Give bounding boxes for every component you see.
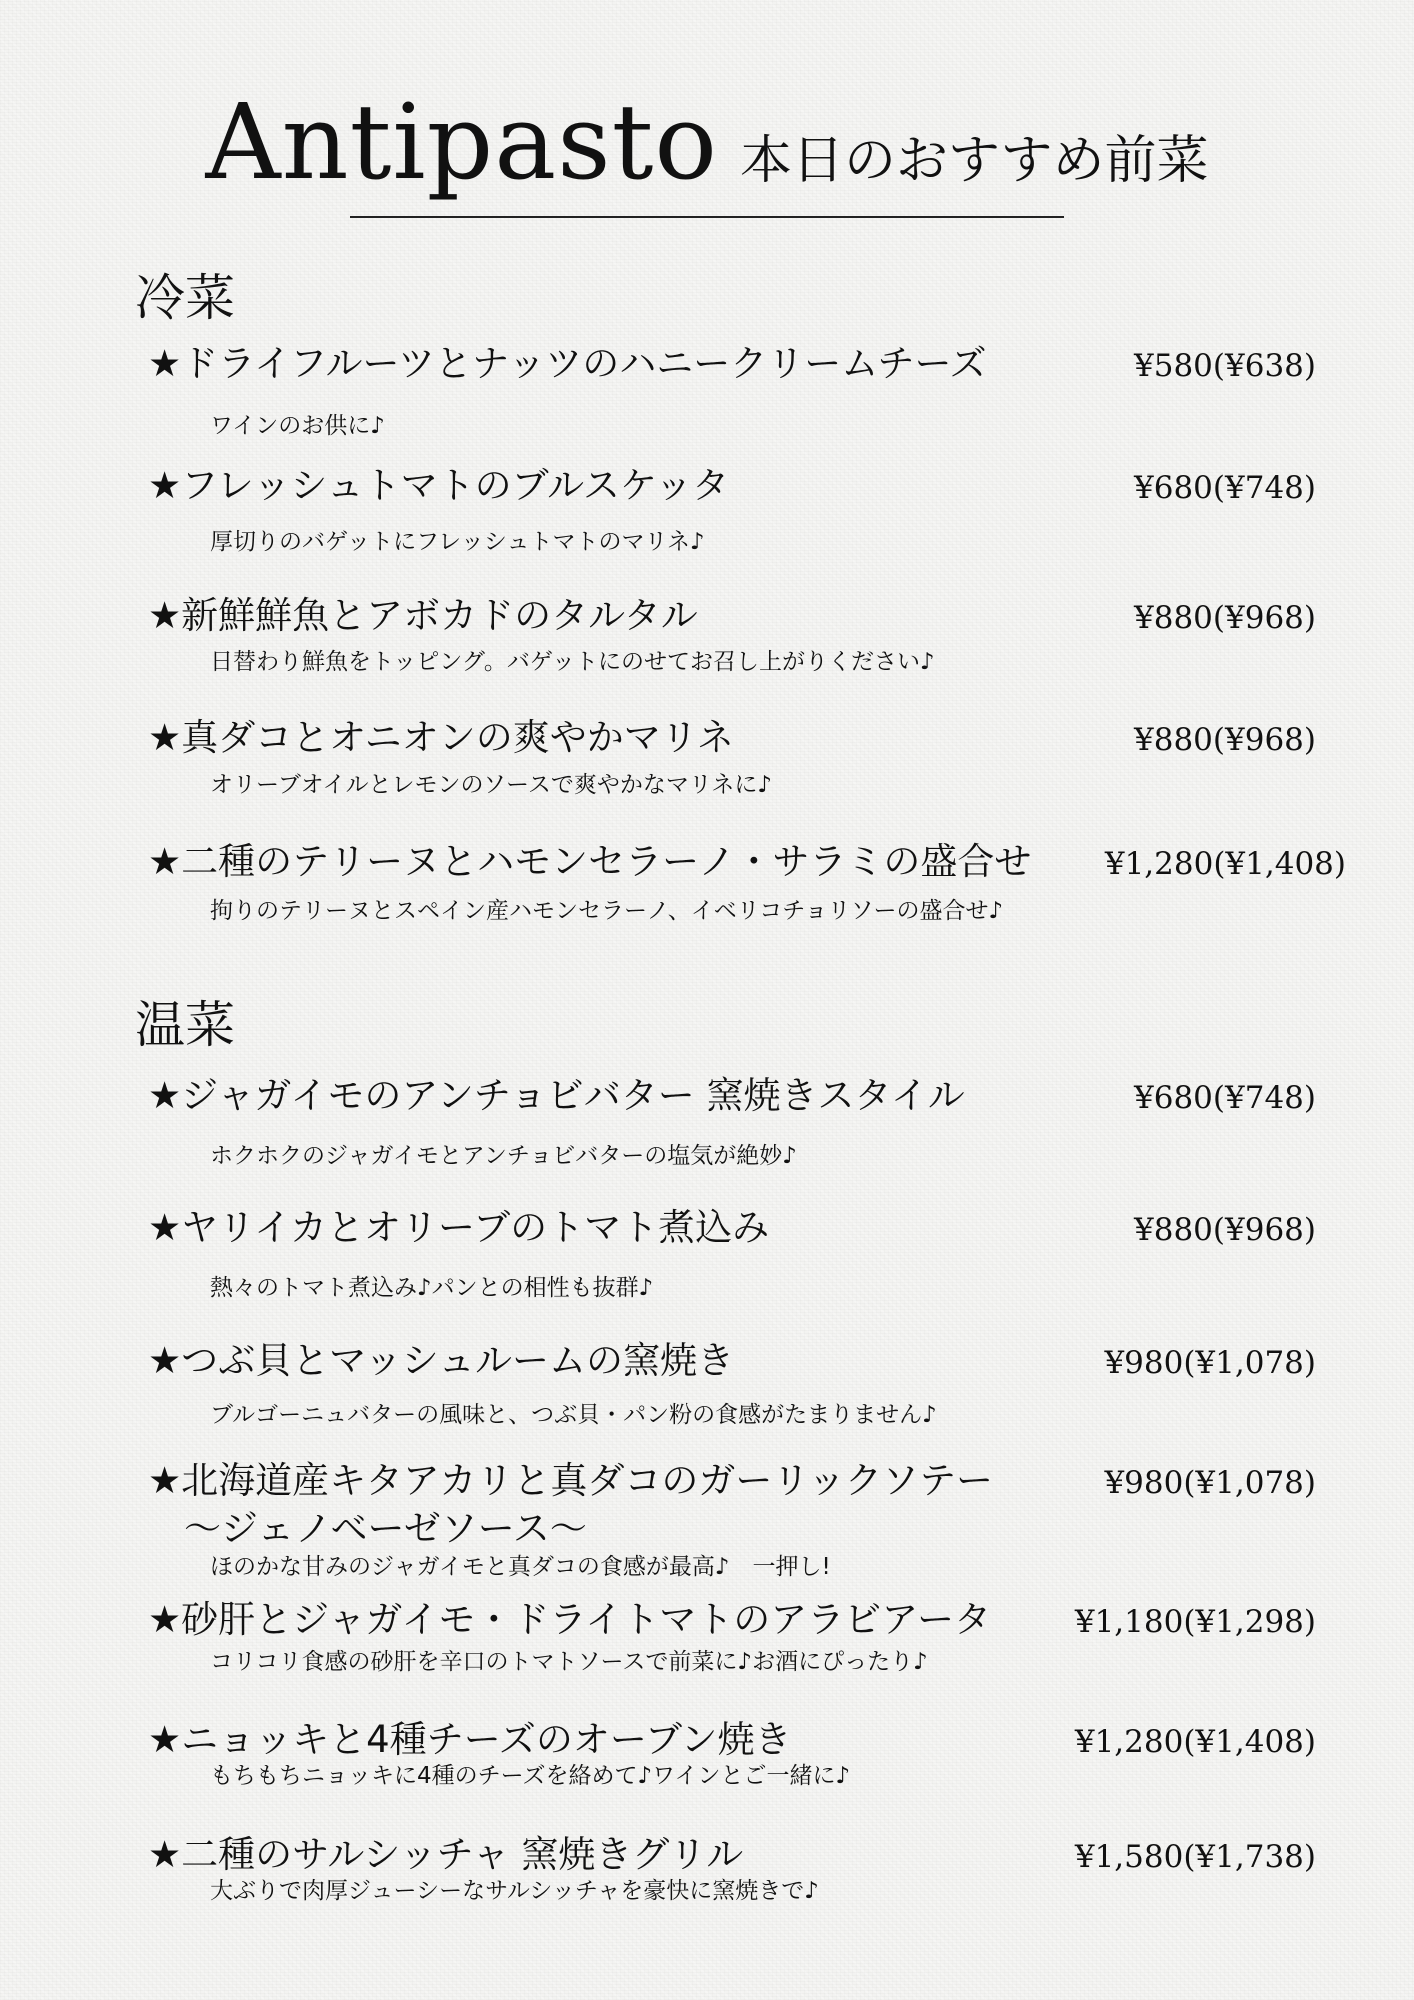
menu-item-description: ブルゴーニュバターの風味と、つぶ貝・パン粉の食感がたまりません♪ (210, 1402, 937, 1428)
title-subtitle: 本日のおすすめ前菜 (739, 131, 1209, 191)
menu-item-name: ★北海道産キタアカリと真ダコのガーリックソテー (148, 1459, 993, 1502)
menu-item-price: ¥680(¥748) (1134, 470, 1316, 506)
menu-item-price: ¥980(¥1,078) (1104, 1465, 1316, 1501)
menu-item-price: ¥880(¥968) (1134, 722, 1316, 758)
section-heading-cold: 冷菜 (135, 269, 235, 327)
menu-item-price: ¥1,280(¥1,408) (1104, 846, 1346, 882)
menu-item-description: 拘りのテリーヌとスペイン産ハモンセラーノ、イベリコチョリソーの盛合せ♪ (210, 898, 1004, 924)
menu-item-price: ¥1,280(¥1,408) (1074, 1724, 1316, 1760)
menu-item-description: コリコリ食感の砂肝を辛口のトマトソースで前菜に♪お酒にぴったり♪ (210, 1649, 928, 1675)
menu-item-price: ¥1,580(¥1,738) (1074, 1839, 1316, 1875)
menu-title (0, 81, 1414, 203)
menu-item-price: ¥580(¥638) (1134, 348, 1316, 384)
section-heading-warm: 温菜 (135, 996, 235, 1054)
title-underline (350, 216, 1064, 218)
menu-item-name: ★ジャガイモのアンチョビバター 窯焼きスタイル (148, 1074, 965, 1117)
menu-item-description: 厚切りのバゲットにフレッシュトマトのマリネ♪ (210, 529, 705, 555)
menu-item-name: ★ドライフルーツとナッツのハニークリームチーズ (148, 342, 987, 385)
menu-item-name: ★二種のサルシッチャ 窯焼きグリル (148, 1833, 744, 1876)
menu-item-name: ★フレッシュトマトのブルスケッタ (148, 464, 730, 507)
menu-item-description: オリーブオイルとレモンのソースで爽やかなマリネに♪ (210, 772, 773, 798)
menu-item-description: 日替わり鮮魚をトッピング。バゲットにのせてお召し上がりください♪ (210, 649, 935, 675)
menu-item-name-subtitle: ～ジェノベーゼソース～ (184, 1507, 587, 1550)
menu-item-price: ¥880(¥968) (1134, 1212, 1316, 1248)
menu-item-description: 大ぶりで肉厚ジューシーなサルシッチャを豪快に窯焼きで♪ (210, 1878, 819, 1904)
menu-item-price: ¥1,180(¥1,298) (1074, 1604, 1316, 1640)
menu-item-description: ホクホクのジャガイモとアンチョビバターの塩気が絶妙♪ (210, 1143, 797, 1169)
menu-item-name: ★二種のテリーヌとハモンセラーノ・サラミの盛合せ (148, 840, 1032, 883)
menu-item-name: ★新鮮鮮魚とアボカドのタルタル (148, 594, 698, 637)
menu-item-description: ワインのお供に♪ (210, 413, 385, 439)
menu-item-price: ¥680(¥748) (1134, 1080, 1316, 1116)
title-antipasto: Antipasto (205, 81, 718, 203)
menu-item-name: ★ヤリイカとオリーブのトマト煮込み (148, 1206, 770, 1249)
menu-item-description: ほのかな甘みのジャガイモと真ダコの食感が最高♪ 一押し! (210, 1554, 831, 1580)
menu-item-name: ★ニョッキと4種チーズのオーブン焼き (148, 1718, 792, 1761)
menu-item-price: ¥880(¥968) (1134, 600, 1316, 636)
menu-item-name: ★真ダコとオニオンの爽やかマリネ (148, 716, 734, 759)
menu-item-name: ★砂肝とジャガイモ・ドライトマトのアラビアータ (148, 1598, 992, 1641)
menu-item-price: ¥980(¥1,078) (1104, 1345, 1316, 1381)
menu-item-description: もちもちニョッキに4種のチーズを絡めて♪ワインとご一緒に♪ (210, 1763, 851, 1789)
menu-item-description: 熱々のトマト煮込み♪パンとの相性も抜群♪ (210, 1275, 654, 1301)
menu-item-name: ★つぶ貝とマッシュルームの窯焼き (148, 1339, 734, 1382)
